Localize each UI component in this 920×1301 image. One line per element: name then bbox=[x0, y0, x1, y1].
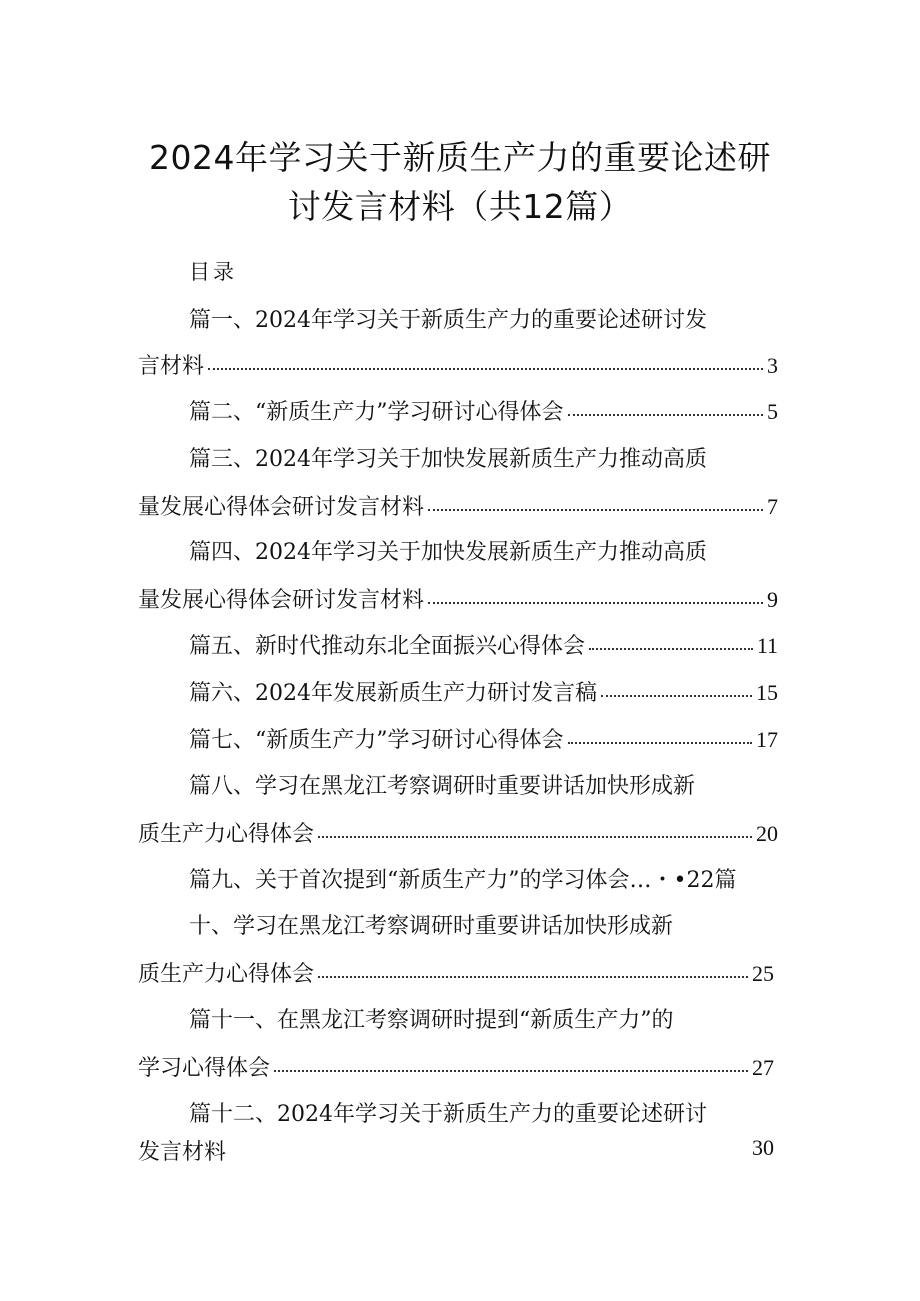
toc-entry-8-title-cont: 质生产力心得体会 bbox=[138, 822, 315, 847]
toc-entry-8-leader-line[interactable] bbox=[138, 819, 778, 850]
dot-leader bbox=[274, 1070, 748, 1072]
toc-entry-12-page: 30 bbox=[752, 1135, 774, 1160]
toc-entry-3-page: 7 bbox=[767, 494, 778, 519]
dot-leader bbox=[601, 695, 752, 697]
document-title-line-1: 2024年学习关于新质生产力的重要论述研 bbox=[149, 138, 771, 177]
toc-entry-10-page: 25 bbox=[752, 961, 774, 986]
toc-entry-6[interactable] bbox=[189, 678, 778, 709]
toc-entry-5-page: 11 bbox=[756, 633, 778, 658]
dot-leader bbox=[318, 836, 752, 838]
toc-entry-3-title-cont: 量发展心得体会研讨发言材料 bbox=[138, 495, 425, 520]
toc-entry-6-page: 15 bbox=[756, 680, 778, 705]
toc-entry-3-leader-line[interactable] bbox=[138, 492, 778, 523]
toc-entry-3-title[interactable]: 篇三、2024年学习关于加快发展新质生产力推动高质 bbox=[189, 447, 707, 472]
toc-entry-1-title-cont: 言材料 bbox=[138, 354, 205, 379]
toc-entry-1-page: 3 bbox=[767, 353, 778, 378]
toc-heading: 目录 bbox=[189, 260, 237, 284]
toc-entry-7-title: 篇七、“新质生产力”学习研讨心得体会 bbox=[189, 728, 564, 753]
toc-entry-5-title: 篇五、新时代推动东北全面振兴心得体会 bbox=[189, 634, 586, 659]
toc-entry-1-leader-line[interactable] bbox=[138, 351, 778, 382]
toc-entry-11-leader-line[interactable] bbox=[138, 1053, 774, 1084]
toc-entry-9[interactable]: 篇九、关于首次提到“新质生产力”的学习体会…・•22篇 bbox=[189, 868, 737, 893]
dot-leader bbox=[589, 648, 753, 650]
dot-leader bbox=[318, 976, 748, 978]
toc-entry-4-leader-line[interactable] bbox=[138, 585, 778, 616]
toc-entry-7-page: 17 bbox=[756, 727, 778, 752]
toc-entry-10-title-cont: 质生产力心得体会 bbox=[138, 962, 315, 987]
toc-entry-6-title: 篇六、2024年发展新质生产力研讨发言稿 bbox=[189, 681, 597, 706]
toc-entry-4-page: 9 bbox=[767, 587, 778, 612]
toc-entry-10-leader-line[interactable] bbox=[138, 959, 774, 990]
dot-leader bbox=[568, 742, 753, 744]
dot-leader bbox=[568, 414, 764, 416]
dot-leader bbox=[428, 509, 763, 511]
toc-entry-11-page: 27 bbox=[752, 1055, 774, 1080]
toc-entry-11-title[interactable]: 篇十一、在黑龙江考察调研时提到“新质生产力”的 bbox=[189, 1008, 674, 1033]
document-title-line-2: 讨发言材料（共12篇） bbox=[287, 187, 633, 226]
toc-entry-8-page: 20 bbox=[756, 821, 778, 846]
toc-entry-8-title[interactable]: 篇八、学习在黑龙江考察调研时重要讲话加快形成新 bbox=[189, 774, 696, 799]
toc-entry-10-title[interactable]: 十、学习在黑龙江考察调研时重要讲话加快形成新 bbox=[189, 914, 674, 939]
toc-entry-12-title[interactable]: 篇十二、2024年学习关于新质生产力的重要论述研讨 bbox=[189, 1102, 707, 1127]
toc-entry-2-title: 篇二、“新质生产力”学习研讨心得体会 bbox=[189, 400, 564, 425]
toc-entry-2-page: 5 bbox=[767, 399, 778, 424]
toc-entry-4-title-cont: 量发展心得体会研讨发言材料 bbox=[138, 588, 425, 613]
toc-entry-12-title-cont: 发言材料 bbox=[138, 1140, 227, 1165]
toc-entry-5[interactable] bbox=[189, 631, 778, 662]
dot-leader bbox=[428, 602, 763, 604]
dot-leader bbox=[208, 368, 763, 370]
toc-entry-7[interactable] bbox=[189, 725, 778, 756]
toc-entry-11-title-cont: 学习心得体会 bbox=[138, 1056, 271, 1081]
toc-entry-4-title[interactable]: 篇四、2024年学习关于加快发展新质生产力推动高质 bbox=[189, 540, 707, 565]
toc-entry-1-title[interactable]: 篇一、2024年学习关于新质生产力的重要论述研讨发 bbox=[189, 308, 707, 333]
toc-entry-2[interactable] bbox=[189, 397, 778, 428]
